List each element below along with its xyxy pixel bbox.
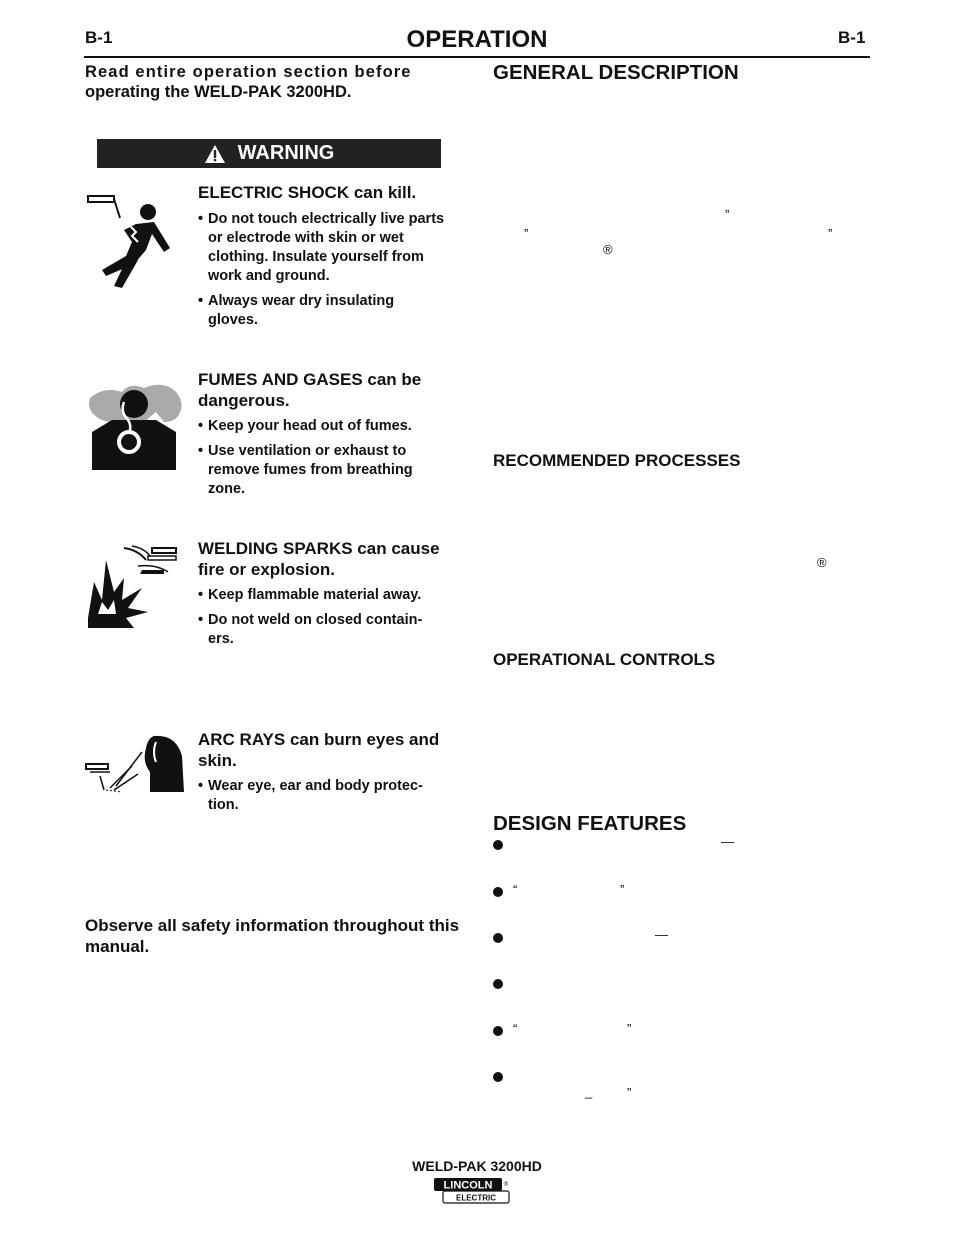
lincoln-electric-logo: [433, 1177, 513, 1205]
page-code-right: B-1: [838, 28, 866, 47]
footer-model: WELD-PAK 3200HD: [412, 1158, 542, 1174]
quote-mark: ”: [620, 882, 625, 897]
page-code-left: B-1: [85, 28, 113, 47]
hazard-fumes-gases: [198, 370, 448, 505]
hazard-bullet: • Keep flammable material away.: [198, 586, 448, 605]
feature-bullet: [493, 933, 503, 943]
heading-operational-controls: OPERATIONAL CONTROLS: [493, 650, 716, 669]
heading-recommended-processes: RECOMMENDED PROCESSES: [493, 451, 741, 470]
page-title: OPERATION: [406, 26, 548, 53]
logo-top-text: LINCOLN: [443, 1179, 493, 1192]
hazard-bullet: • Always wear dry insulating gloves.: [198, 292, 448, 330]
feature-bullet: [493, 887, 503, 897]
safety-observe-note: Observe all safety information throughout this manual.: [85, 916, 460, 956]
electric-shock-icon: [84, 190, 188, 290]
hazard-title: WELDING SPARKS can cause fire or explosion.: [198, 539, 440, 579]
hazard-arc-rays: [198, 730, 448, 821]
quote-mark: ”: [627, 1085, 632, 1100]
quote-mark: ”: [828, 226, 833, 241]
hazard-bullet: • Do not touch electrically live parts or electrode with skin or wet clothing. Insulate yourself from work and ground.: [198, 210, 448, 286]
fumes-gases-icon: [84, 382, 188, 472]
em-dash: —: [721, 834, 734, 849]
hazard-welding-sparks: [198, 539, 448, 655]
registered-mark: ®: [603, 242, 613, 257]
intro-line-2: operating the WELD-PAK 3200HD.: [85, 83, 352, 101]
warning-triangle-icon: [204, 144, 226, 164]
hazard-title: FUMES AND GASES can be dangerous.: [198, 370, 422, 410]
registered-mark: ®: [817, 555, 827, 570]
heading-design-features: DESIGN FEATURES: [493, 812, 687, 835]
quote-mark: “: [513, 1021, 518, 1036]
hazard-electric-shock: [198, 183, 448, 336]
quote-mark: ”: [627, 1021, 632, 1036]
header-divider: [84, 56, 870, 58]
logo-mark: ®: [503, 1182, 509, 1188]
intro-line-1: Read entire operation section before: [85, 63, 412, 81]
feature-bullet: [493, 840, 503, 850]
heading-general-description: GENERAL DESCRIPTION: [493, 61, 739, 84]
warning-label: WARNING: [237, 142, 335, 164]
hazard-bullet: • Keep your head out of fumes.: [198, 417, 448, 436]
em-dash: —: [655, 927, 668, 942]
feature-bullet: [493, 979, 503, 989]
quote-mark: “: [513, 882, 518, 897]
warning-banner: [97, 139, 441, 168]
intro-text: [85, 62, 465, 102]
welding-sparks-icon: [84, 542, 188, 630]
hazard-bullet: • Do not weld on closed contain- ers.: [198, 611, 448, 649]
arc-rays-icon: [84, 732, 188, 796]
hazard-title: ELECTRIC SHOCK can kill.: [198, 183, 417, 202]
feature-bullet: [493, 1072, 503, 1082]
underscore-mark: _: [585, 1084, 593, 1099]
hazard-title: ARC RAYS can burn eyes and skin.: [198, 730, 440, 770]
hazard-bullet: • Wear eye, ear and body protec- tion.: [198, 777, 448, 815]
hazard-bullet: • Use ventilation or exhaust to remove fumes from breathing zone.: [198, 442, 448, 499]
quote-mark: ”: [725, 207, 730, 222]
quote-mark: ”: [524, 226, 529, 241]
feature-bullet: [493, 1026, 503, 1036]
logo-bottom-text: ELECTRIC: [456, 1193, 496, 1203]
